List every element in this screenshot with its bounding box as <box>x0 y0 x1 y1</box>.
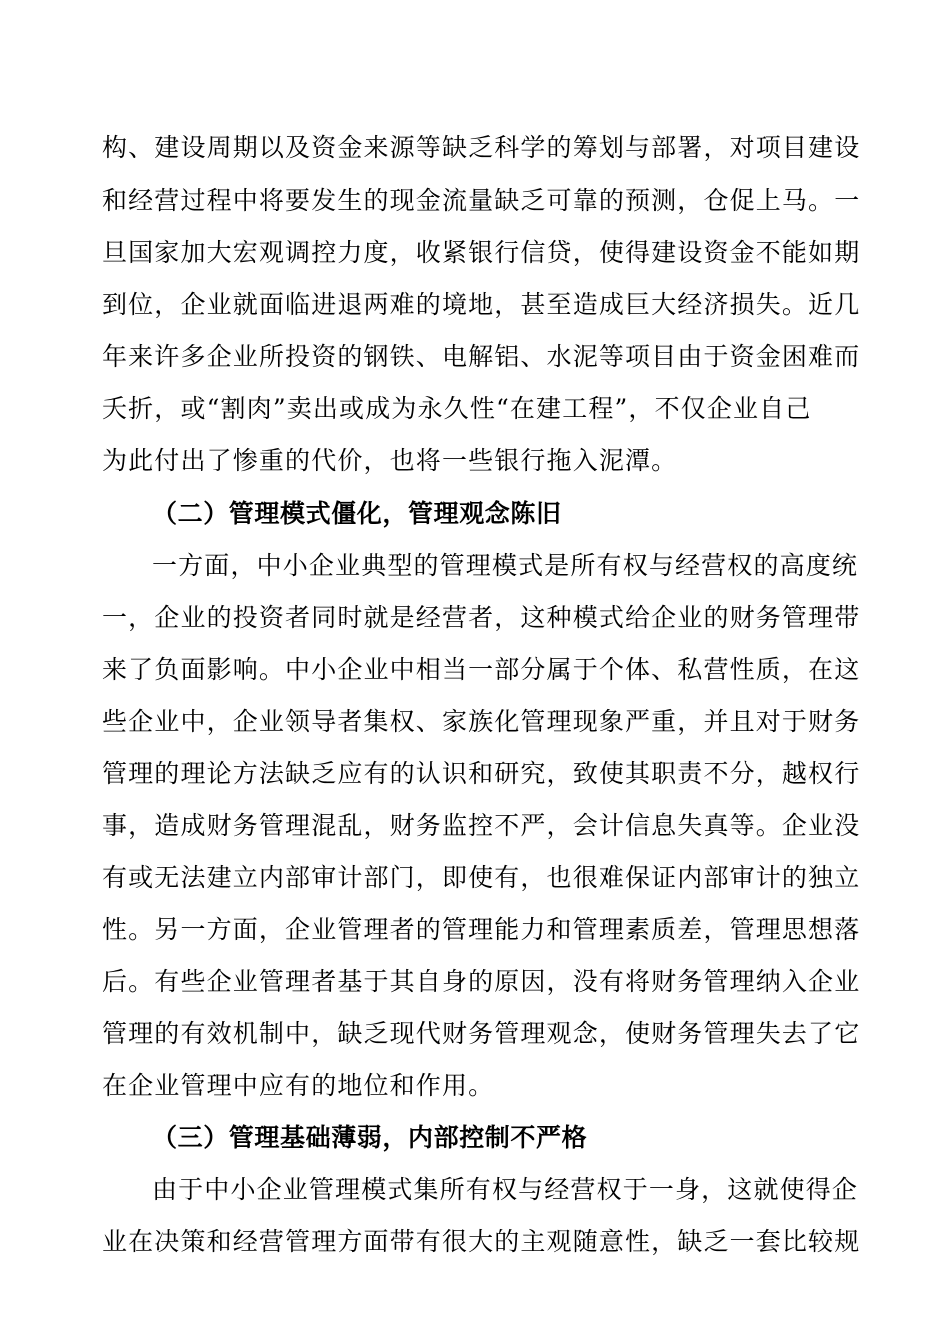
paragraph-1-line-3: 旦国家加大宏观调控力度，收紧银行信贷，使得建设资金不能如期 <box>102 238 861 267</box>
paragraph-1-line-1: 构、建设周期以及资金来源等缺乏科学的筹划与部署，对项目建设 <box>102 133 861 162</box>
paragraph-2-line-6: 事，造成财务管理混乱，财务监控不严，会计信息失真等。企业没 <box>102 811 861 840</box>
paragraph-2-line-3: 来了负面影响。中小企业中相当一部分属于个体、私营性质，在这 <box>102 655 861 684</box>
paragraph-3-line-1: 由于中小企业管理模式集所有权与经营权于一身，这就使得企 <box>152 1175 859 1204</box>
paragraph-1-line-2: 和经营过程中将要发生的现金流量缺乏可靠的预测，仓促上马。一 <box>102 186 861 215</box>
paragraph-1-line-5: 年来许多企业所投资的钢铁、电解铝、水泥等项目由于资金困难而 <box>102 342 861 371</box>
section-heading-3: （三）管理基础薄弱，内部控制不严格 <box>152 1123 588 1152</box>
paragraph-2-line-5: 管理的理论方法缺乏应有的认识和研究，致使其职责不分，越权行 <box>102 759 861 788</box>
paragraph-2-line-1: 一方面，中小企业典型的管理模式是所有权与经营权的高度统 <box>152 551 859 580</box>
paragraph-2-line-10: 管理的有效机制中，缺乏现代财务管理观念，使财务管理失去了它 <box>102 1019 861 1048</box>
paragraph-2-line-2: 一，企业的投资者同时就是经营者，这种模式给企业的财务管理带 <box>102 603 861 632</box>
paragraph-2-line-7: 有或无法建立内部审计部门，即使有，也很难保证内部审计的独立 <box>102 863 861 892</box>
paragraph-3-line-2: 业在决策和经营管理方面带有很大的主观随意性，缺乏一套比较规 <box>102 1227 861 1256</box>
paragraph-2-line-4: 些企业中，企业领导者集权、家族化管理现象严重，并且对于财务 <box>102 707 861 736</box>
paragraph-2-line-11: 在企业管理中应有的地位和作用。 <box>102 1071 495 1100</box>
paragraph-2-line-8: 性。另一方面，企业管理者的管理能力和管理素质差，管理思想落 <box>102 915 861 944</box>
paragraph-1-line-7: 为此付出了惨重的代价，也将一些银行拖入泥潭。 <box>102 446 678 475</box>
paragraph-2-line-9: 后。有些企业管理者基于其自身的原因，没有将财务管理纳入企业 <box>102 967 861 996</box>
section-heading-2: （二）管理模式僵化，管理观念陈旧 <box>152 499 562 528</box>
paragraph-1-line-4: 到位，企业就面临进退两难的境地，甚至造成巨大经济损失。近几 <box>102 290 861 319</box>
paragraph-1-line-6: 夭折，或“割肉”卖出或成为永久性“在建工程”，不仅企业自己 <box>102 394 812 423</box>
